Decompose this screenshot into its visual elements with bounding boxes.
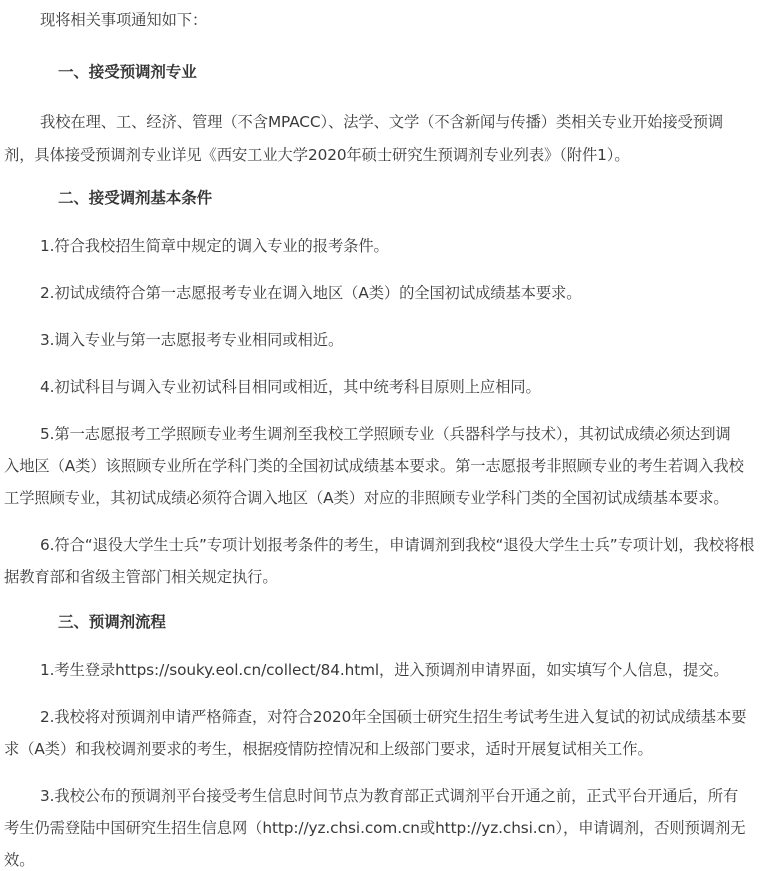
section3-item2-line1: 2.我校将对预调剂申请严格筛查，对符合2020年全国硕士研究生招生考试考生进入复试的初试成绩基本要 (40, 708, 747, 726)
section3-heading: 三、预调剂流程 (58, 613, 166, 631)
section1-paragraph-line2: 剂，具体接受预调剂专业详见《西安工业大学2020年硕士研究生预调剂专业列表》（附件1）。 (4, 146, 630, 164)
section2-item2: 2.初试成绩符合第一志愿报考专业在调入地区（A类）的全国初试成绩基本要求。 (40, 284, 582, 302)
section3-item1: 1.考生登录https://souky.eol.cn/collect/84.html，进入预调剂申请界面，如实填写个人信息，提交。 (40, 661, 729, 679)
section2-heading: 二、接受调剂基本条件 (58, 189, 213, 207)
intro-text: 现将相关事项通知如下： (40, 11, 208, 29)
section1-paragraph-line1: 我校在理、工、经济、管理（不含MPACC）、法学、文学（不含新闻与传播）类相关专业开始接受预调 (40, 113, 724, 131)
section3-item3-line2: 考生仍需登陆中国研究生招生信息网（http://yz.chsi.com.cn或http://yz.chsi.cn），申请调剂，否则预调剂无 (4, 819, 746, 837)
section2-item5-line3: 工学照顾专业，其初试成绩必须符合调入地区（A类）对应的非照顾专业学科门类的全国初试成绩基本要求。 (4, 489, 729, 507)
section3-item3-line1: 3.我校公布的预调剂平台接受考生信息时间节点为教育部正式调剂平台开通之前，正式平台开通后，所有 (40, 787, 739, 805)
section2-item5-line1: 5.第一志愿报考工学照顾专业考生调剂至我校工学照顾专业（兵器科学与技术），其初试成绩必须达到调 (40, 425, 731, 443)
section2-item3: 3.调入专业与第一志愿报考专业相同或相近。 (40, 331, 344, 349)
section2-item6-line2: 据教育部和省级主管部门相关规定执行。 (4, 568, 278, 586)
section1-heading: 一、接受预调剂专业 (58, 63, 197, 81)
section2-item5-line2: 入地区（A类）该照顾专业所在学科门类的全国初试成绩基本要求。第一志愿报考非照顾专业的考生若调入我校 (4, 457, 744, 475)
section2-item6-line1: 6.符合“退役大学生士兵”专项计划报考条件的考生，申请调剂到我校“退役大学生士兵”专项计划，我校将根 (40, 536, 755, 554)
section3-item2-line2: 求（A类）和我校调剂要求的考生，根据疫情防控情况和上级部门要求，适时开展复试相关工作。 (4, 740, 653, 758)
section3-item3-line3: 效。 (4, 851, 35, 869)
section2-item4: 4.初试科目与调入专业初试科目相同或相近，其中统考科目原则上应相同。 (40, 378, 541, 396)
section2-item1: 1.符合我校招生简章中规定的调入专业的报考条件。 (40, 237, 389, 255)
